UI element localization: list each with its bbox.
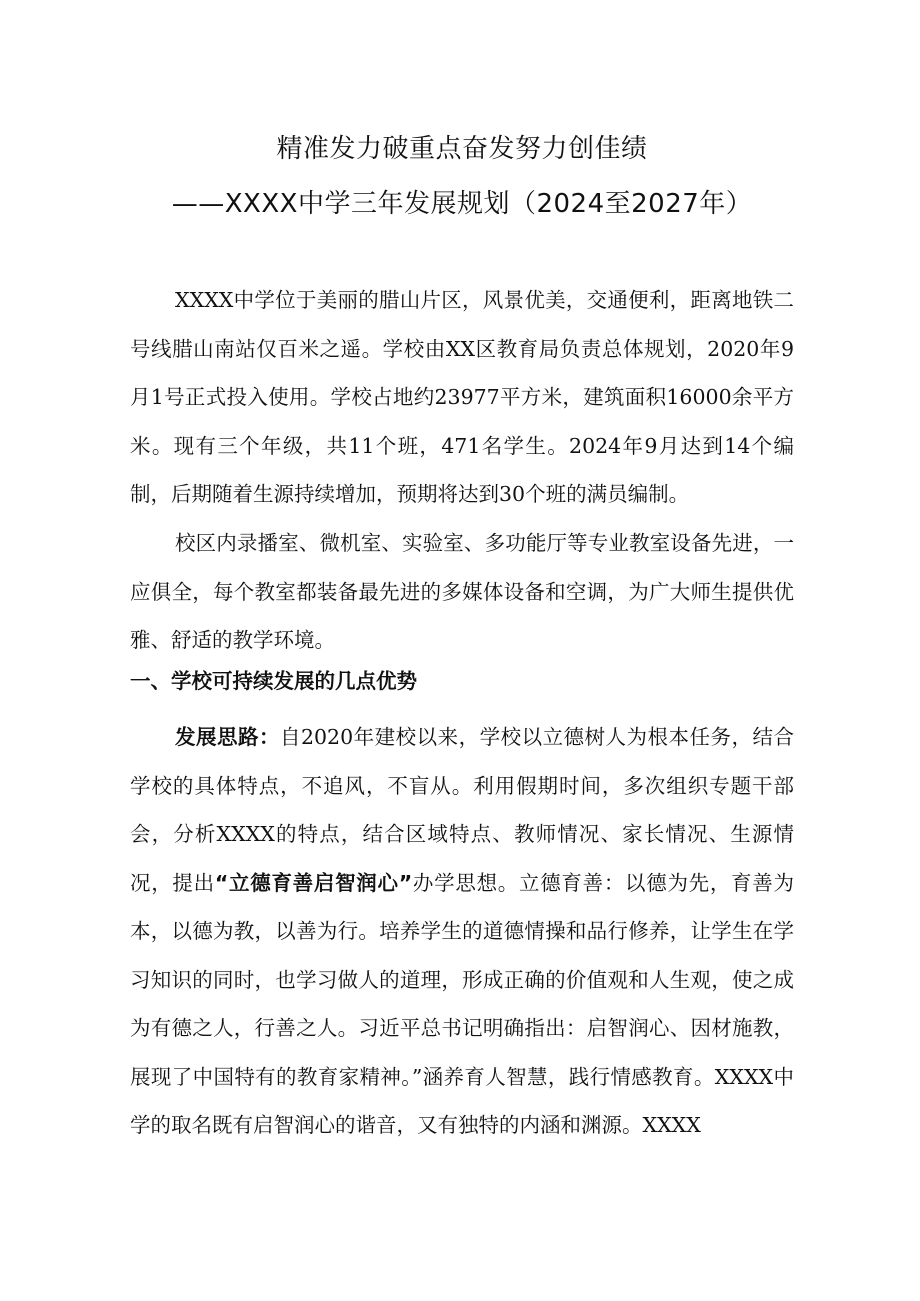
paragraph-development-ideas [130,713,794,1150]
paragraph-facilities: 校区内录播室、微机室、实验室、多功能厅等专业教室设备先进，一应俱全，每个教室都装备最先进的多媒体设备和空调，为广大师生提供优雅、舒适的教学环境。 [130,531,794,652]
school-motto: “立德育善启智润心” [214,870,413,895]
paragraph-school-overview: XXXX中学位于美丽的腊山片区，风景优美，交通便利，距离地铁二号线腊山南站仅百米之遥。学校由XX区教育局负责总体规划，2020年9月1号正式投入使用。学校占地约23977平方米，建筑面积16000余平方米。现有三个年级，共11个班，471名学生。2024年9月达到14个编制，后期随着生源持续增加，预期将达到30个班的满员编制。 [130,288,794,506]
paragraph-lead-label: 发展思路： [175,725,280,749]
section-heading-advantages: 一、学校可持续发展的几点优势 [130,669,417,693]
document-title: 精准发力破重点奋发努力创佳绩 [276,134,648,164]
document-subtitle: ——XXXX中学三年发展规划（2024至2027年） [171,189,753,219]
paragraph-text-part-b: 办学思想。立德育善：以德为先，育善为本，以德为教，以善为行。培养学生的道德情操和品行修养，让学生在学习知识的同时，也学习做人的道理，形成正确的价值观和人生观，使之成为有德之人，行善之人。习近平总书记明确指出：启智润心、因材施教，展现了中国特有的教育家精神。”涵养育人智慧，践行情感教育。XXXX中学的取名既有启智润心的谐音，又有独特的内涵和渊源。XXXX [130,870,795,1137]
paragraph-text-part-a: 自2020年建校以来，学校以立德树人为根本任务，结合学校的具体特点，不追风，不盲从。利用假期时间，多次组织专题干部会，分析XXXX的特点，结合区域特点、教师情况、家长情况、生源情况，提出 [130,725,794,895]
